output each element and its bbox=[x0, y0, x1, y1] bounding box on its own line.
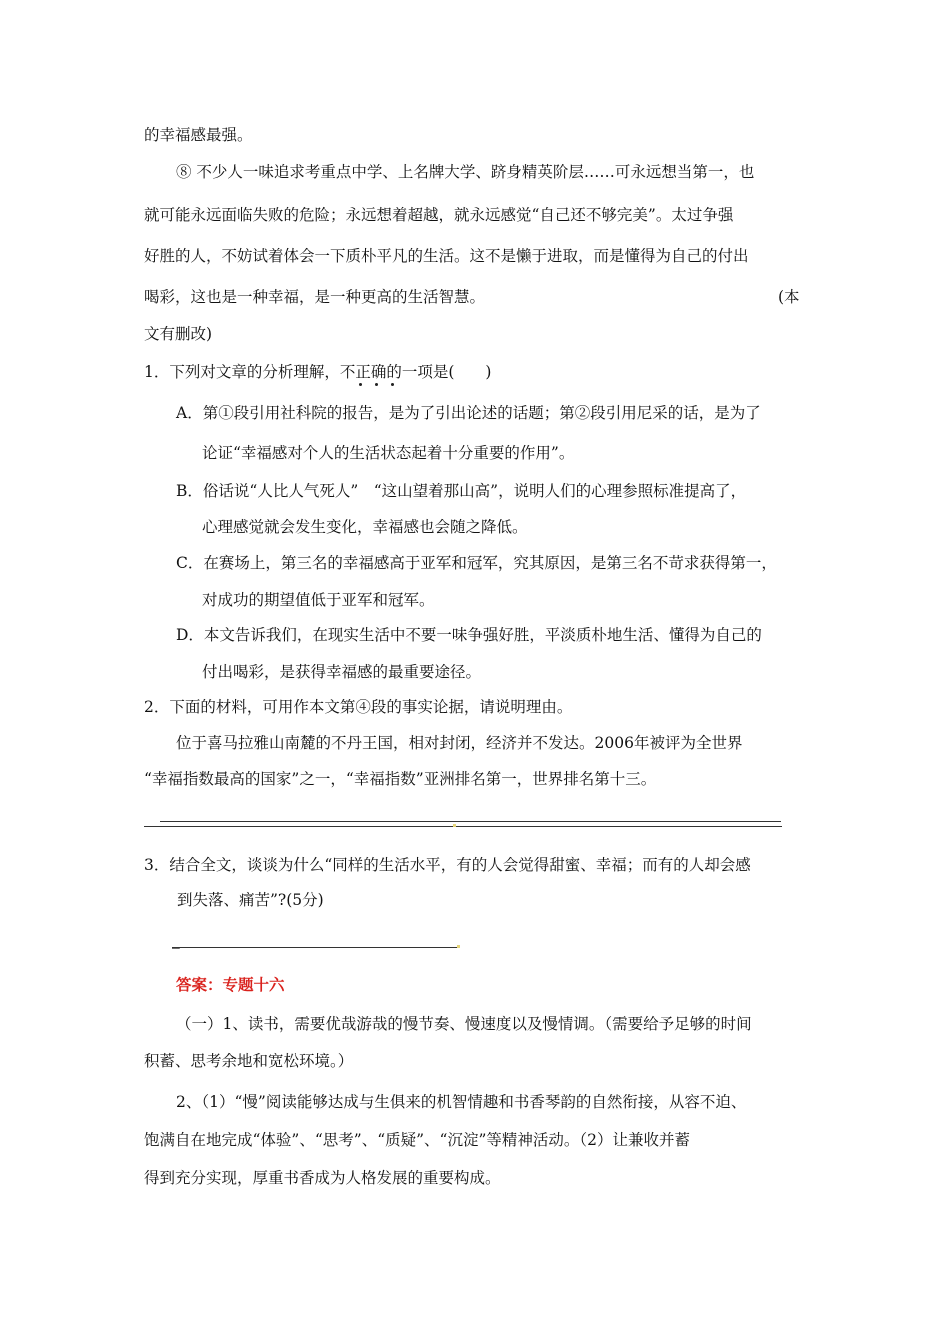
blank-mark: _ bbox=[172, 931, 180, 949]
answer-line bbox=[144, 826, 782, 827]
passage-paragraph-8-line: ⑧ 不少人一味追求考重点中学、上名牌大学、跻身精英阶层……可永远想当第一，也 bbox=[176, 163, 755, 181]
option-a: A．第①段引用社科院的报告，是为了引出论述的话题；第②段引用尼采的话，是为了 bbox=[176, 404, 761, 422]
answer-heading: 答案：专题十六 bbox=[176, 975, 285, 994]
answer-1-continued: 积蓄、思考余地和宽松环境。） bbox=[144, 1052, 354, 1070]
question-2-stem: 2．下面的材料，可用作本文第④段的事实论据，请说明理由。 bbox=[144, 698, 573, 716]
passage-paragraph-8-line: 喝彩，这也是一种幸福，是一种更高的生活智慧。 bbox=[144, 288, 486, 306]
answer-2-continued: 得到充分实现，厚重书香成为人格发展的重要构成。 bbox=[144, 1169, 501, 1187]
emphasis-dot bbox=[391, 383, 394, 386]
answer-line bbox=[160, 821, 781, 822]
scan-mark bbox=[457, 945, 460, 948]
option-d-continued: 付出喝彩，是获得幸福感的最重要途径。 bbox=[202, 663, 482, 681]
passage-paragraph-8-line: 好胜的人，不妨试着体会一下质朴平凡的生活。这不是懒于进取，而是懂得为自己的付出 bbox=[144, 247, 749, 265]
answer-line bbox=[172, 947, 458, 948]
answer-2-continued: 饱满自在地完成“体验”、“思考”、“质疑”、“沉淀”等精神活动。（2）让兼收并蓄 bbox=[144, 1131, 691, 1149]
answer-1: （一）1、读书，需要优哉游哉的慢节奏、慢速度以及慢情调。（需要给予足够的时间 bbox=[176, 1015, 752, 1033]
option-c: C．在赛场上，第三名的幸福感高于亚军和冠军，究其原因，是第三名不苛求获得第一， bbox=[176, 554, 777, 572]
answer-2: 2、（1）“慢”阅读能够达成与生俱来的机智情趣和书香琴韵的自然衔接，从容不迫、 bbox=[176, 1093, 747, 1111]
source-note: (本 bbox=[778, 288, 800, 306]
option-b: B．俗话说“人比人气死人” “这山望着那山高”，说明人们的心理参照标准提高了， bbox=[176, 482, 747, 500]
passage-paragraph-8-line: 就可能永远面临失败的危险；永远想着超越，就永远感觉“自己还不够完美”。太过争强 bbox=[144, 206, 734, 224]
option-b-continued: 心理感觉就会发生变化，幸福感也会随之降低。 bbox=[202, 518, 528, 536]
question-2-material: “幸福指数最高的国家”之一，“幸福指数”亚洲排名第一，世界排名第十三。 bbox=[144, 770, 657, 788]
option-d: D．本文告诉我们，在现实生活中不要一味争强好胜，平淡质朴地生活、懂得为自己的 bbox=[176, 626, 762, 644]
option-c-continued: 对成功的期望值低于亚军和冠军。 bbox=[202, 591, 435, 609]
question-3-stem-continued: 到失落、痛苦”?(5分) bbox=[177, 891, 324, 909]
question-2-material: 位于喜马拉雅山南麓的不丹王国，相对封闭，经济并不发达。2006年被评为全世界 bbox=[176, 734, 743, 752]
question-3-stem: 3．结合全文，谈谈为什么“同样的生活水平，有的人会觉得甜蜜、幸福；而有的人却会感 bbox=[144, 856, 751, 874]
emphasis-dot bbox=[359, 383, 362, 386]
question-1-stem: 1．下列对文章的分析理解，不正确的一项是( ) bbox=[144, 363, 492, 381]
scan-mark bbox=[453, 824, 456, 827]
source-note: 文有删改) bbox=[144, 325, 213, 343]
option-a-continued: 论证“幸福感对个人的生活状态起着十分重要的作用”。 bbox=[202, 444, 575, 462]
emphasis-dot bbox=[375, 383, 378, 386]
passage-line: 的幸福感最强。 bbox=[144, 126, 253, 144]
